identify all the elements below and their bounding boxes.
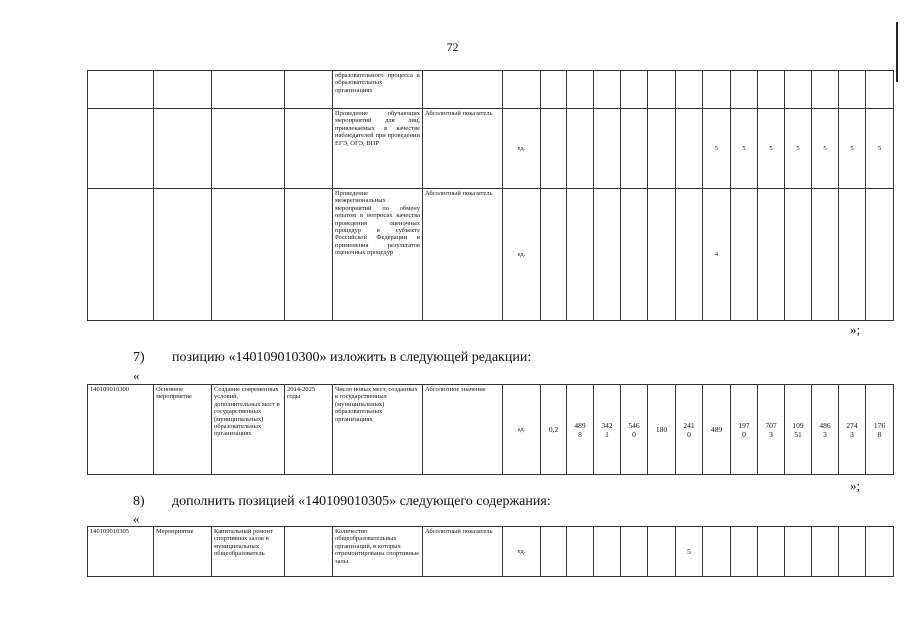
- value-cell: [567, 189, 594, 321]
- value-cell: [621, 71, 648, 109]
- value-cell: 241 0: [676, 385, 703, 475]
- new-position-table: [87, 526, 894, 577]
- value-cell: [621, 527, 648, 577]
- name-cell: Создание современных условий, дополнительных мест в государственных (муниципальных) образовательных организациях: [212, 385, 285, 475]
- value-cell: 5: [731, 109, 758, 189]
- value-cell: [839, 527, 866, 577]
- unit-cell: [503, 71, 541, 109]
- value-cell: 486 3: [812, 385, 839, 475]
- name-cell: Капитальный ремонт спортивных залов в муниципальных общеобразователь: [212, 527, 285, 577]
- opening-quote: «: [133, 511, 140, 526]
- page-number: 72: [446, 40, 459, 54]
- table-row: [88, 71, 894, 109]
- value-cell: [839, 189, 866, 321]
- value-cell: [731, 189, 758, 321]
- unit-cell: ед.: [503, 109, 541, 189]
- value-cell: [676, 189, 703, 321]
- value-cell: [785, 71, 812, 109]
- value-cell: 5: [703, 109, 731, 189]
- value-cell: 197 0: [731, 385, 758, 475]
- value-cell: 176 8: [866, 385, 894, 475]
- value-cell: [866, 71, 894, 109]
- indicator-cell: Количество общеобразовательных организаций, в которых отремонтированы спортивные залы: [333, 527, 423, 577]
- table-row: [88, 189, 894, 321]
- value-cell: [541, 71, 567, 109]
- code-cell: 140109010305: [88, 527, 154, 577]
- value-cell: 5: [758, 109, 785, 189]
- value-cell: [758, 527, 785, 577]
- value-cell: 5: [839, 109, 866, 189]
- value-cell: [839, 71, 866, 109]
- value-cell: [541, 109, 567, 189]
- period-cell: 2014-2025 годы: [285, 385, 333, 475]
- continuation-table: [87, 70, 894, 321]
- value-cell: [703, 527, 731, 577]
- value-cell: 5: [866, 109, 894, 189]
- item-text: позицию «140109010300» изложить в следующей редакции:: [172, 350, 532, 365]
- unit-cell: ед.: [503, 527, 541, 577]
- value-cell: [621, 189, 648, 321]
- value-cell: 5: [785, 109, 812, 189]
- indicator-type-cell: Абсолютный показатель: [423, 109, 503, 189]
- closing-quote: »;: [850, 322, 861, 337]
- table-row: [88, 385, 894, 475]
- measure-cell: образовательного процесса в образовательных организациях: [333, 71, 423, 109]
- value-cell: [541, 527, 567, 577]
- item-text: дополнить позицией «140109010305» следующего содержания:: [172, 494, 551, 509]
- value-cell: [866, 189, 894, 321]
- value-cell: 4: [703, 189, 731, 321]
- value-cell: [621, 109, 648, 189]
- value-cell: [758, 71, 785, 109]
- type-cell: Мероприятие: [154, 527, 212, 577]
- value-cell: [785, 189, 812, 321]
- value-cell: 546 0: [621, 385, 648, 475]
- value-cell: [648, 109, 676, 189]
- value-cell: 489 8: [567, 385, 594, 475]
- unit-cell: ед.: [503, 385, 541, 475]
- value-cell: 274 3: [839, 385, 866, 475]
- value-cell: [594, 189, 621, 321]
- measure-cell: Проведение обучающих мероприятий для лиц, привлекаемых в качестве наблюдателей при проведении ЕГЭ, ОГЭ, ВПР: [333, 109, 423, 189]
- value-cell: [812, 71, 839, 109]
- value-cell: [648, 71, 676, 109]
- measure-cell: Проведение межрегиональных мероприятий по обмену опытом в вопросах качества проведения оценочных процедур в субъекте Российской Федерации и применения результатов оценочных процедур: [333, 189, 423, 321]
- value-cell: [785, 527, 812, 577]
- value-cell: [567, 109, 594, 189]
- indicator-type-cell: [423, 71, 503, 109]
- value-cell: 109 51: [785, 385, 812, 475]
- table-row: [88, 109, 894, 189]
- item-number: 7): [133, 350, 145, 365]
- value-cell: [676, 109, 703, 189]
- value-cell: [648, 189, 676, 321]
- value-cell: [866, 527, 894, 577]
- value-cell: [594, 527, 621, 577]
- value-cell: 5: [676, 527, 703, 577]
- position-table: [87, 384, 894, 475]
- item-number: 8): [133, 494, 145, 509]
- value-cell: [676, 71, 703, 109]
- indicator-type-cell: Абсолютный показатель: [423, 527, 503, 577]
- value-cell: [567, 527, 594, 577]
- value-cell: [541, 189, 567, 321]
- scan-edge-mark: [896, 22, 898, 82]
- unit-cell: ед.: [503, 189, 541, 321]
- value-cell: [812, 189, 839, 321]
- value-cell: [648, 527, 676, 577]
- value-cell: 180: [648, 385, 676, 475]
- type-cell: Основное мероприятие: [154, 385, 212, 475]
- value-cell: [594, 71, 621, 109]
- value-cell: 0,2: [541, 385, 567, 475]
- value-cell: [731, 71, 758, 109]
- value-cell: [731, 527, 758, 577]
- value-cell: 342 1: [594, 385, 621, 475]
- value-cell: [567, 71, 594, 109]
- opening-quote: «: [133, 368, 140, 383]
- indicator-cell: Число новых мест, созданных в государственных (муниципальных) образовательных организациях: [333, 385, 423, 475]
- value-cell: [594, 109, 621, 189]
- value-cell: [703, 71, 731, 109]
- period-cell: [285, 527, 333, 577]
- table-row: [88, 527, 894, 577]
- indicator-type-cell: Абсолютное значение: [423, 385, 503, 475]
- value-cell: 5: [812, 109, 839, 189]
- indicator-type-cell: Абсолютный показатель: [423, 189, 503, 321]
- value-cell: [812, 527, 839, 577]
- value-cell: 707 3: [758, 385, 785, 475]
- closing-quote: »;: [850, 478, 861, 493]
- value-cell: [758, 189, 785, 321]
- code-cell: 140109010300: [88, 385, 154, 475]
- value-cell: 489: [703, 385, 731, 475]
